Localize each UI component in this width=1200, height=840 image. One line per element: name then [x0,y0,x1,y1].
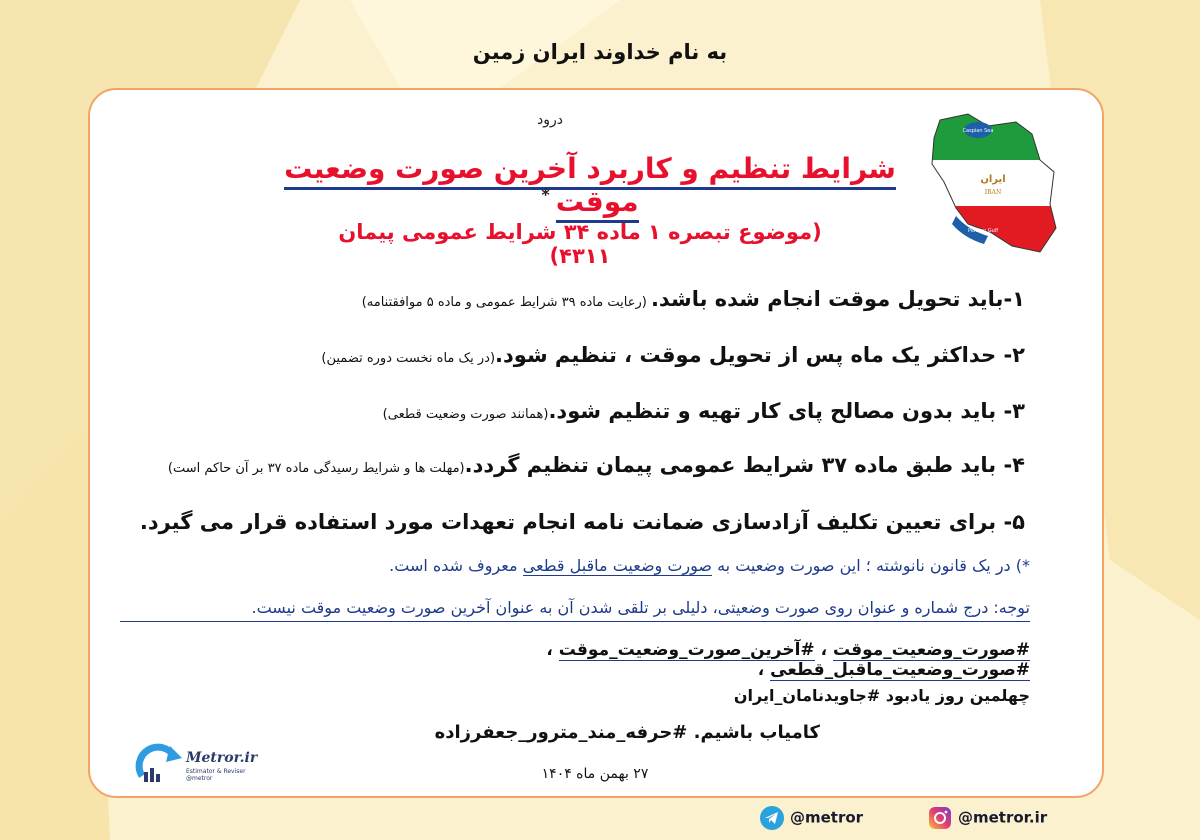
notice: توجه: درج شماره و عنوان روی صورت وضعیتی، دلیلی بر تلقی شدن آن به عنوان آخرین صورت وضعیت موقت نیست. [120,598,1030,622]
footnote-prefix: *) در یک قانون نانوشته ؛ این صورت وضعیت به [712,556,1030,575]
date: ۲۷ بهمن ماه ۱۴۰۴ [541,766,649,782]
map-caption: ایران [980,174,1006,185]
map-caption-en: IRAN [984,189,1002,196]
title-asterisk: * [541,185,550,204]
telegram-icon [760,806,784,830]
hashtag[interactable]: #آخرین_صورت_وضعیت_موقت [558,640,815,660]
logo-mark-icon [134,742,184,792]
telegram-link[interactable] [760,806,863,830]
footnote [120,556,1030,575]
signoff: کامیاب باشیم. #حرفه_مند_مترور_جعفرزاده [434,722,820,743]
iran-flag-map-icon [928,112,1058,258]
item-note: (همانند صورت وضعیت قطعی) [382,407,549,422]
instagram-link[interactable] [928,806,1047,830]
item-main: ۳- باید بدون مصالح پای کار تهیه و تنظیم شود. [548,399,1025,423]
footnote-underlined: صورت وضعیت ماقبل قطعی [522,556,713,575]
main-title [250,152,930,218]
hashtag-separator: ، [814,640,833,660]
item-main: ۱-باید تحویل موقت انجام شده باشد. [650,287,1025,311]
memorial-line: چهلمین روز یادبود #جاویدنامان_ایران [733,686,1030,705]
list-item [130,287,1025,311]
hashtag[interactable]: #صورت_وضعیت_موقت [832,640,1030,660]
subtitle: (موضوع تبصره ۱ ماده ۳۴ شرایط عمومی پیمان ۴۳۱۱) [338,220,822,268]
page-top-title: به نام خداوند ایران زمین [472,40,728,64]
logo-name: Metror.ir [186,750,258,766]
caspian-label: Caspian Sea [962,128,994,134]
logo-tagline-text: Estimator & Reviser [186,768,246,775]
item-note: (رعایت ماده ۳۹ شرایط عمومی و ماده ۵ موافقتنامه) [361,295,651,310]
list-item [130,510,1025,534]
gulf-label: Persian Gulf [968,228,998,234]
item-main: ۴- باید طبق ماده ۳۷ شرایط عمومی پیمان تنظیم گردد. [464,453,1025,477]
metror-logo [134,742,258,792]
footnote-suffix: معروف شده است. [389,556,523,575]
item-note: (مهلت ها و شرایط رسیدگی ماده ۳۷ بر آن حاکم است) [167,461,465,476]
logo-tagline [186,768,246,782]
list-item [130,399,1025,423]
logo-handle: @metror [186,775,213,782]
instagram-icon [928,806,952,830]
greeting: درود [537,112,563,128]
main-title-text: شرایط تنظیم و کاربرد آخرین صورت وضعیت موقت [284,152,896,223]
hashtag[interactable]: #صورت_وضعیت_ماقبل_قطعی [770,660,1030,680]
instagram-handle: @metror.ir [958,808,1048,827]
hashtag-separator: ، [757,660,771,680]
hashtag-separator: ، [546,640,559,660]
telegram-handle: @metror [790,808,864,827]
item-main: ۲- حداکثر یک ماه پس از تحویل موقت ، تنظیم شود. [495,343,1025,367]
item-main: ۵- برای تعیین تکلیف آزادسازی ضمانت نامه انجام تعهدات مورد استفاده قرار می گیرد. [139,510,1025,534]
list-item [130,453,1025,477]
hashtag-row [300,640,1030,680]
item-note: (در یک ماه نخست دوره تضمین) [321,351,496,366]
list-item [130,343,1025,367]
